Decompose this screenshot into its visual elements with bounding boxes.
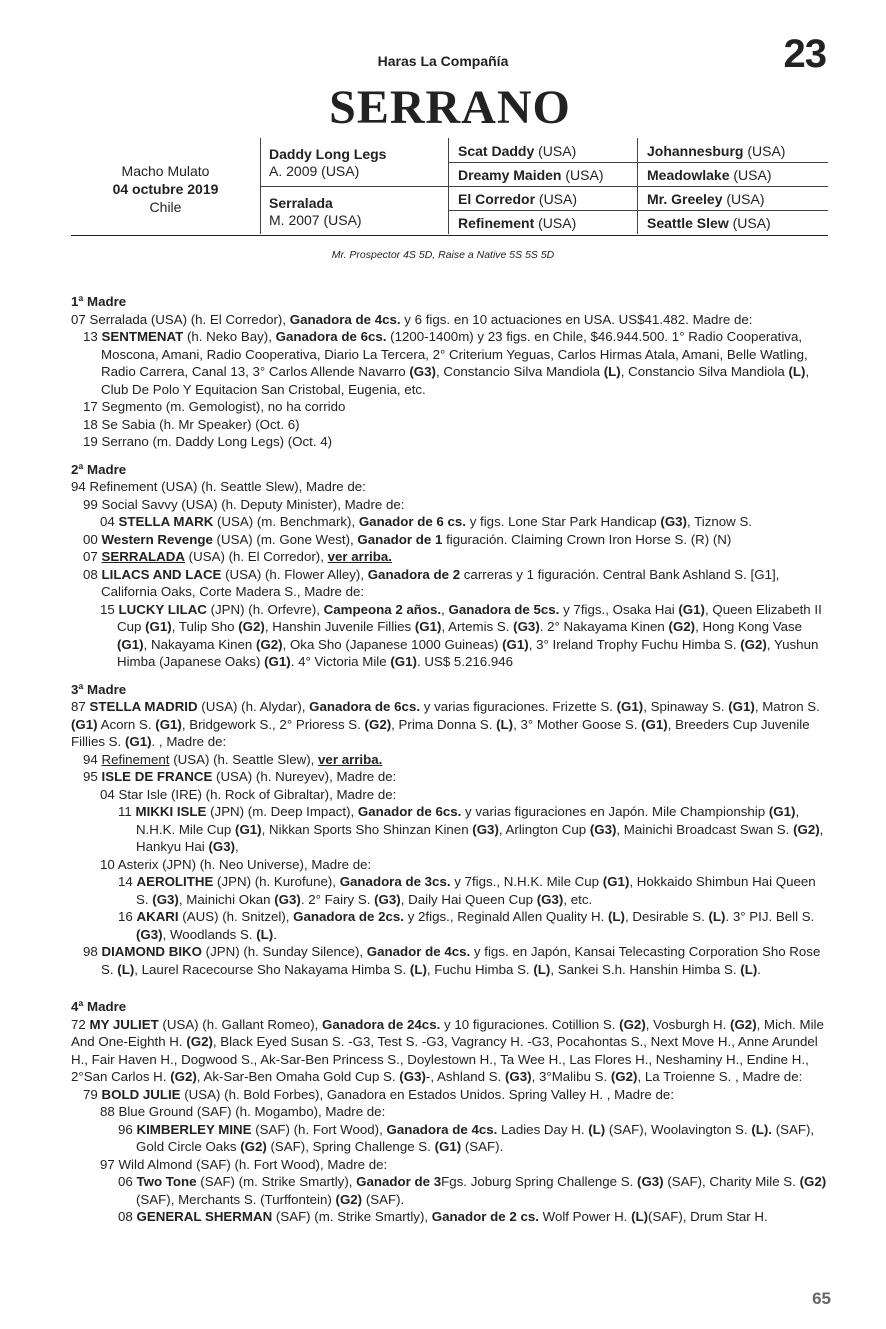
- g3-2: Meadowlake (USA): [647, 167, 772, 183]
- g3-1: Johannesburg (USA): [647, 143, 786, 159]
- dam-dam: Refinement (USA): [458, 215, 577, 231]
- entry: 72 MY JULIET (USA) (h. Gallant Romeo), Ganadora de 24cs. y 10 figuraciones. Cotillion S. (G2), Vosburgh H. (G2), Mich. Mile And One-Eighth H. (G2), Black Eyed Susan S. -G3, Test S. -G3, Vagrancy H. -G3, Pocahontas S., Next Move H., Anne Arundel H., Fair Haven H., Dogwood S., Ak-Sar-Ben Princess S., Doylestown H., Ta Wee H., Las Flores H., Neshaminy H., Endine H., 2°San Carlos H. (G2), Ak-Sar-Ben Omaha Gold Cup S. (G3)-, Ashland S. (G3), 3°Malibu S. (G2), La Troienne S. , Madre de:: [71, 1016, 824, 1084]
- pedigree-table: [71, 138, 828, 236]
- sire: Daddy Long Legs A. 2009 (USA): [269, 146, 387, 179]
- entry: 95 ISLE DE FRANCE (USA) (h. Nureyev), Madre de:: [83, 769, 397, 784]
- entry: 94 Refinement (USA) (h. Seattle Slew), ver arriba.: [83, 751, 383, 767]
- entry: 14 AEROLITHE (JPN) (h. Kurofune), Ganadora de 3cs. y 7figs., N.H.K. Mile Cup (G1), Hokkaido Shimbun Hai Queen S. (G3), Mainichi Okan (G3). 2° Fairy S. (G3), Daily Hai Queen Cup (G3), etc.: [118, 874, 816, 907]
- country: Chile: [149, 199, 182, 215]
- entry: 19 Serrano (m. Daddy Long Legs) (Oct. 4): [83, 434, 333, 449]
- sire-dam: Dreamy Maiden (USA): [458, 167, 604, 183]
- dam: Serralada M. 2007 (USA): [269, 195, 362, 228]
- entry: 17 Segmento (m. Gemologist), no ha corrido: [83, 399, 346, 414]
- entry: 79 BOLD JULIE (USA) (h. Bold Forbes), Ganadora en Estados Unidos. Spring Valley H. , Madre de:: [83, 1086, 675, 1102]
- g3-3: Mr. Greeley (USA): [647, 191, 765, 207]
- lot-number: 23: [783, 32, 826, 76]
- g3-4: Seattle Slew (USA): [647, 215, 771, 231]
- entry: 11 MIKKI ISLE (JPN) (m. Deep Impact), Ganador de 6cs. y varias figuraciones en Japón. Mile Championship (G1), N.H.K. Mile Cup (G1), Nikkan Sports Sho Shinzan Kinen (G3), Arlington Cup (G3), Mainichi Broadcast Swan S. (G2), Hankyu Hai (G3),: [118, 804, 824, 854]
- entry: 13 SENTMENAT (h. Neko Bay), Ganadora de 6cs. (1200-1400m) y 23 figs. en Chile, $46.944.500. 1° Radio Cooperativa, Moscona, Amani, Radio Cooperativa, Diario La Tercera, 2° Criterium Yeguas, Carlos Hirmas Atala, Amani, Belle Watling, Radio Carrera, Canal 13, 3° Carlos Allende Navarro (G3), Constancio Silva Mandiola (L), Constancio Silva Mandiola (L), Club De Polo Y Equitacion San Cristobal, Eugenia, etc.: [83, 329, 810, 397]
- entry: 18 Se Sabia (h. Mr Speaker) (Oct. 6): [83, 416, 300, 432]
- entry: 87 STELLA MADRID (USA) (h. Alydar), Ganadora de 6cs. y varias figuraciones. Frizette S. (G1), Spinaway S. (G1), Matron S.(G1) Acorn S. (G1), Bridgework S., 2° Prioress S. (G2), Prima Donna S. (L), 3° Mother Goose S. (G1), Breeders Cup Juvenile Fillies S. (G1). , Madre de:: [71, 699, 820, 749]
- entry: 04 Star Isle (IRE) (h. Rock of Gibraltar), Madre de:: [100, 786, 397, 802]
- inbreeding-note: Mr. Prospector 4S 5D, Raise a Native 5S 5S 5D: [331, 249, 555, 261]
- entry: 97 Wild Almond (SAF) (h. Fort Wood), Madre de:: [100, 1156, 388, 1172]
- entry: 00 Western Revenge (USA) (m. Gone West), Ganador de 1 figuración. Claiming Crown Iron Horse S. (R) (N): [83, 531, 732, 547]
- entry: 04 STELLA MARK (USA) (m. Benchmark), Ganador de 6 cs. y figs. Lone Star Park Handicap (G3), Tiznow S.: [100, 514, 753, 529]
- section-heading: 2ª Madre: [71, 461, 127, 477]
- catalogue-body: [71, 293, 831, 1226]
- horse-details: [71, 162, 260, 216]
- entry: 10 Asterix (JPN) (h. Neo Universe), Madre de:: [100, 856, 372, 872]
- entry: 15 LUCKY LILAC (JPN) (h. Orfevre), Campeona 2 años., Ganadora de 5cs. y 7figs., Osaka Hai (G1), Queen Elizabeth II Cup (G1), Tulip Sho (G2), Hanshin Juvenile Fillies (G1), Artemis S. (G3). 2° Nakayama Kinen (G2), Hong Kong Vase (G1), Nakayama Kinen (G2), Oka Sho (Japanese 1000 Guineas) (G1), 3° Ireland Trophy Fuchu Himba S. (G2), Yushun Himba (Japanese Oaks) (G1). 4° Victoria Mile (G1). US$ 5.216.946: [100, 601, 822, 669]
- entry: 96 KIMBERLEY MINE (SAF) (h. Fort Wood), Ganadora de 4cs. Ladies Day H. (L) (SAF), Woolavington S. (L). (SAF), Gold Circle Oaks (G2) (SAF), Spring Challenge S. (G1) (SAF).: [118, 1121, 815, 1154]
- entry: 06 Two Tone (SAF) (m. Strike Smartly), Ganador de 3Fgs. Joburg Spring Challenge S. (G3) (SAF), Charity Mile S. (G2) (SAF), Merchants S. (Turffontein) (G2) (SAF).: [118, 1174, 827, 1207]
- birth-date: 04 octubre 2019: [112, 181, 219, 197]
- page-number: 65: [812, 1289, 831, 1308]
- entry: 94 Refinement (USA) (h. Seattle Slew), Madre de:: [71, 479, 366, 494]
- entry: 98 DIAMOND BIKO (JPN) (h. Sunday Silence), Ganador de 4cs. y figs. en Japón, Kansai Telecasting Corporation Sho Rose S. (L), Laurel Racecourse Sho Nakayama Himba S. (L), Fuchu Himba S. (L), Sankei S.h. Hanshin Himba S. (L).: [83, 944, 821, 977]
- section-heading: 3ª Madre: [71, 681, 127, 697]
- entry: 08 LILACS AND LACE (USA) (h. Flower Alley), Ganadora de 2 carreras y 1 figuración. Central Bank Ashland S. [G1], California Oaks, Corte Madera S., Madre de:: [83, 566, 780, 599]
- entry: 88 Blue Ground (SAF) (h. Mogambo), Madre de:: [100, 1104, 386, 1119]
- entry: 07 SERRALADA (USA) (h. El Corredor), ver arriba.: [83, 549, 392, 564]
- entry: 08 GENERAL SHERMAN (SAF) (m. Strike Smartly), Ganador de 2 cs. Wolf Power H. (L)(SAF), Drum Star H.: [118, 1209, 768, 1224]
- section-heading: 1ª Madre: [71, 294, 127, 309]
- entry: 16 AKARI (AUS) (h. Snitzel), Ganadora de 2cs. y 2figs., Reginald Allen Quality H. (L), Desirable S. (L). 3° PIJ. Bell S. (G3), Woodlands S. (L).: [118, 909, 815, 942]
- horse-name: SERRANO: [329, 81, 571, 134]
- entry: 99 Social Savvy (USA) (h. Deputy Minister), Madre de:: [83, 496, 405, 512]
- section-heading: 4ª Madre: [71, 999, 127, 1014]
- entry: 07 Serralada (USA) (h. El Corredor), Ganadora de 4cs. y 6 figs. en 10 actuaciones en USA. US$41.482. Madre de:: [71, 311, 753, 327]
- sire-sire: Scat Daddy (USA): [458, 143, 577, 159]
- farm-name: Haras La Compañía: [377, 53, 509, 69]
- sex-color: Macho Mulato: [121, 163, 210, 179]
- dam-sire: El Corredor (USA): [458, 191, 578, 207]
